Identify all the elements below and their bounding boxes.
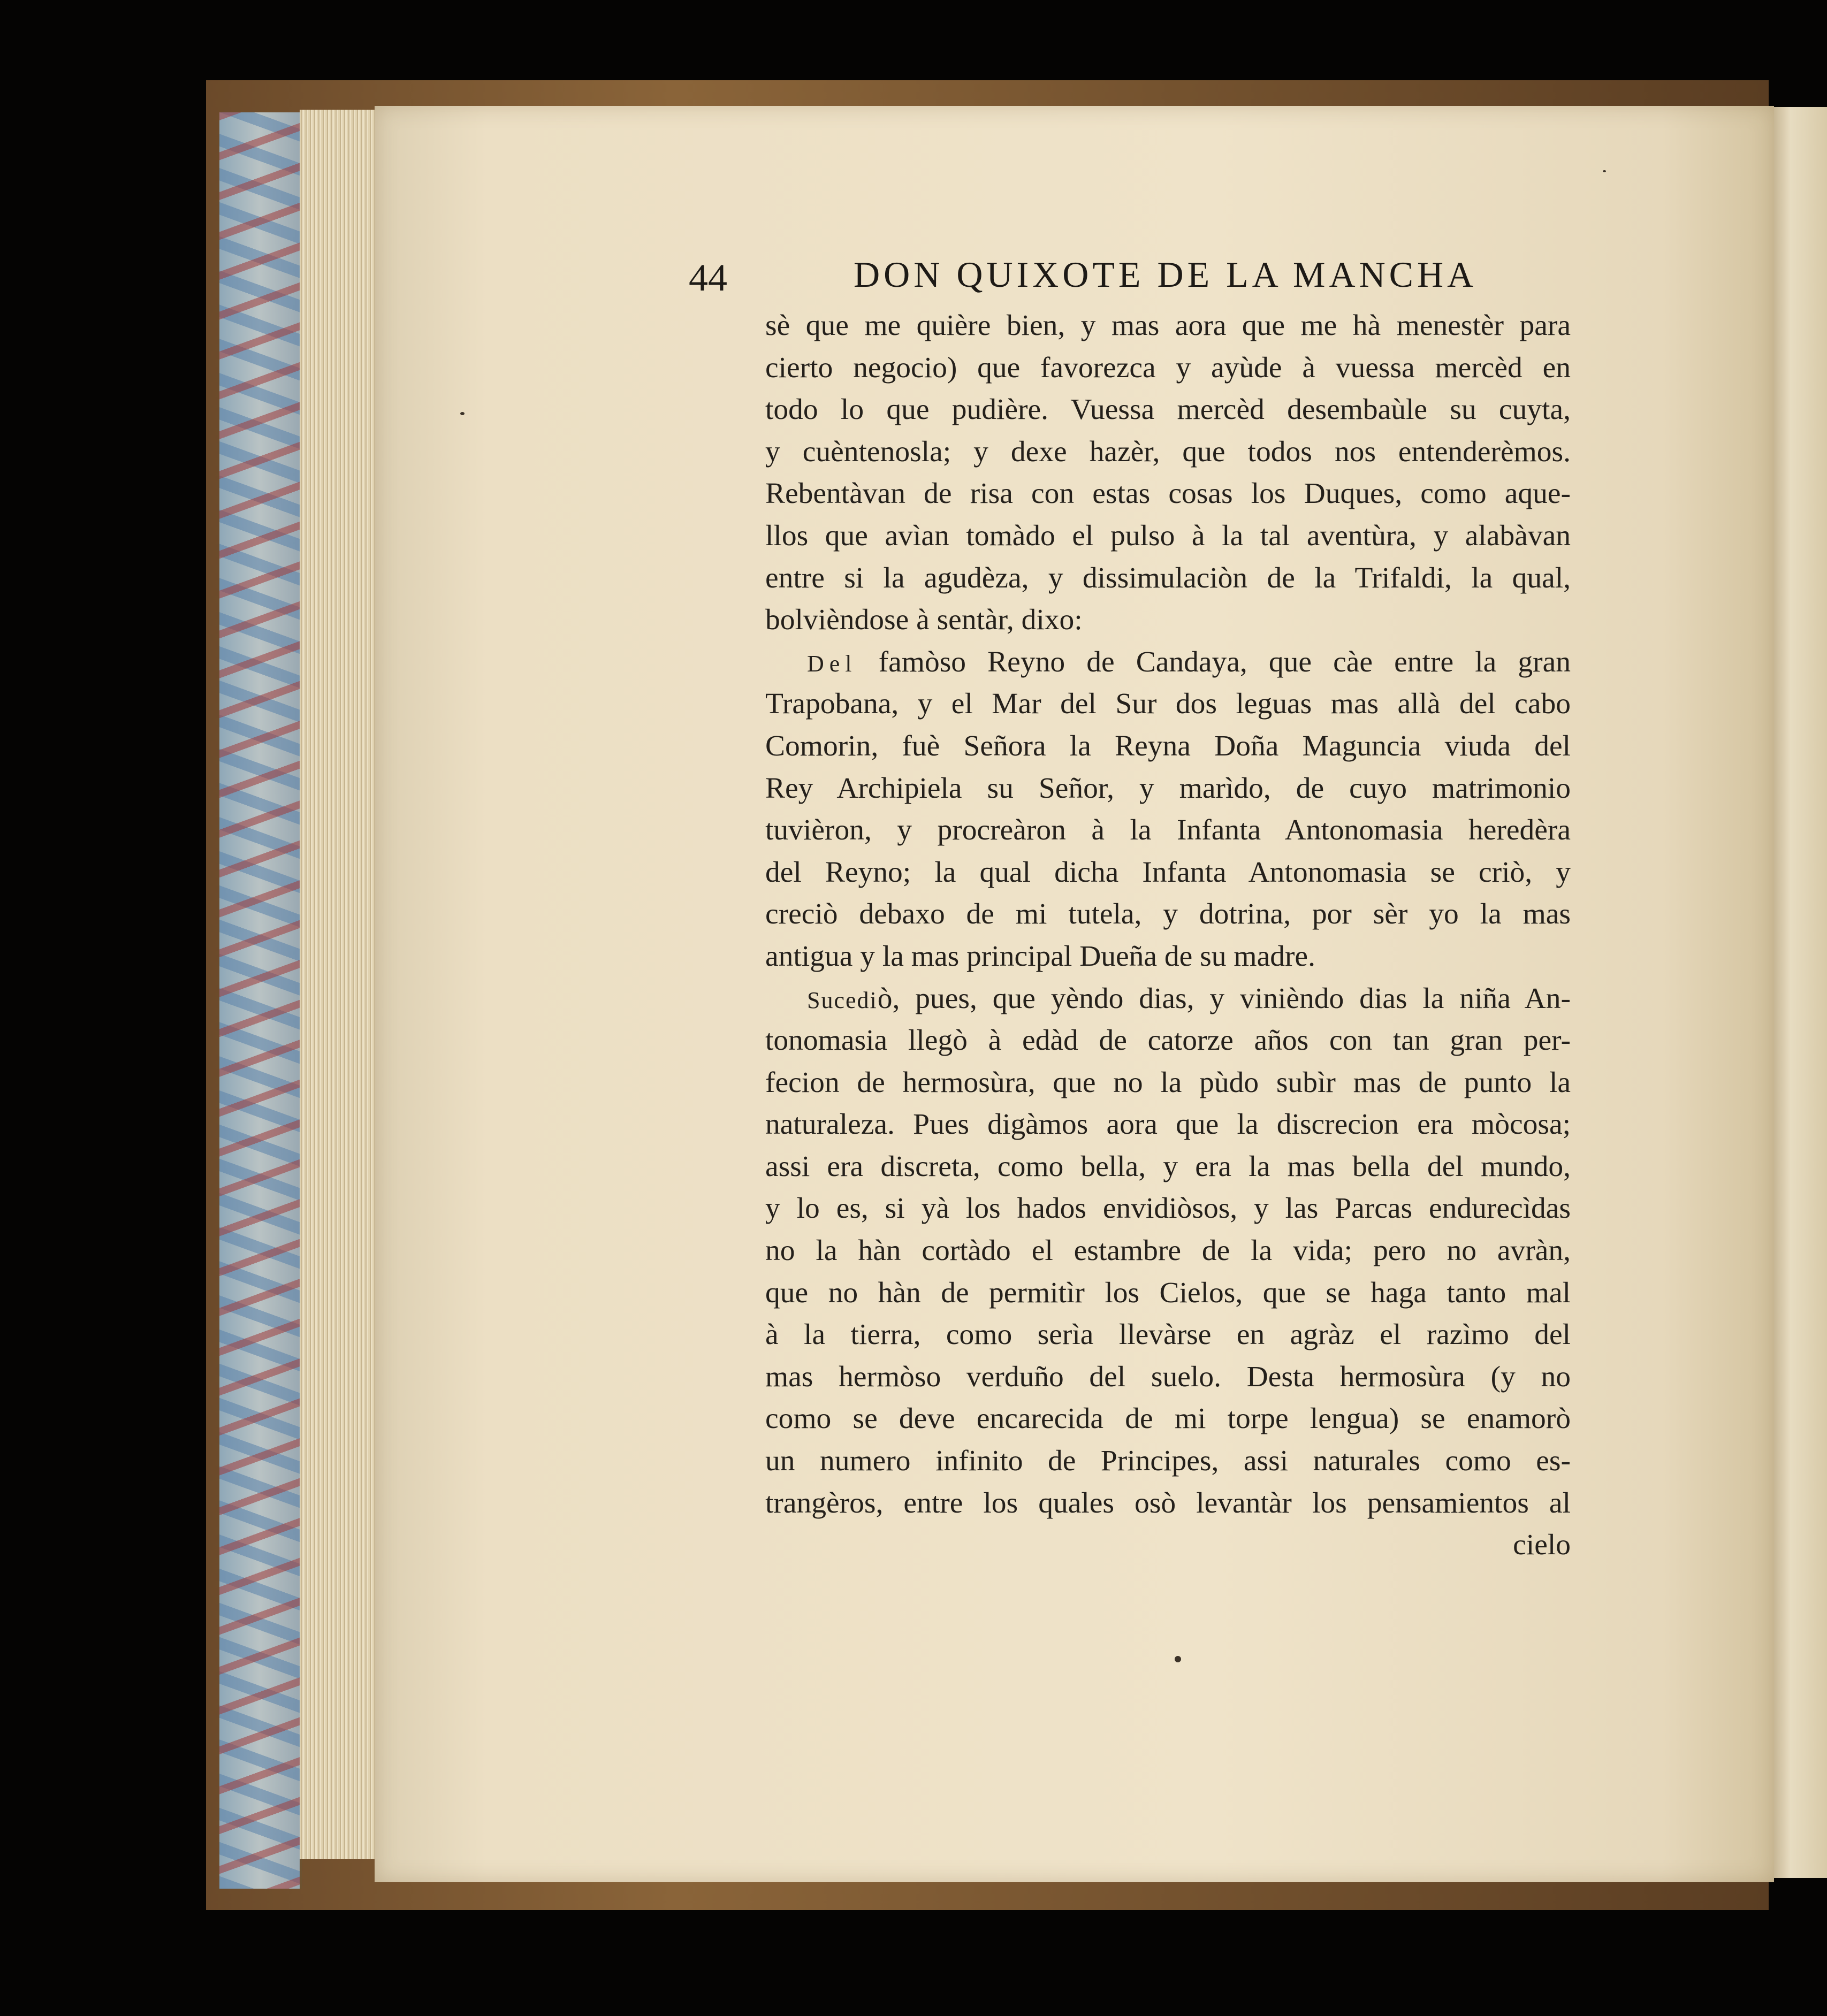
text-line: Rey Archipiela su Señor, y marìdo, de cuyo matrimonio [765,772,1571,805]
text-line: Trapobana, y el Mar del Sur dos leguas mas allà del cabo [765,688,1571,721]
text-line: fecion de hermosùra, que no la pùdo subìr mas de punto la [765,1066,1571,1099]
text-line: trangèros, entre los quales osò levantàr los pensamientos al [765,1486,1571,1519]
text-line: ò, pues, que yèndo dias, y vinièndo dias la niña An- [877,982,1571,1015]
text-line: tonomasia llegò à edàd de catorze años con tan gran per- [765,1024,1571,1057]
text-line: antigua y la mas principal Dueña de su madre. [765,940,1315,973]
small-caps-opening: Del [807,650,857,677]
small-caps-opening: Sucedi [807,987,878,1013]
text-line: entre si la agudèza, y dissimulaciòn de la Trifaldi, la qual, [765,561,1571,594]
text-line: un numero infinito de Principes, assi naturales como es- [765,1445,1571,1478]
running-head: DON QUIXOTE DE LA MANCHA [854,254,1478,295]
text-line: sè que me quière bien, y mas aora que me hà menestèr para [765,309,1571,342]
text-line: llos que avìan tomàdo el pulso à la tal aventùra, y alabàvan [765,519,1571,552]
text-line: Comorin, fuè Señora la Reyna Doña Maguncia viuda del [765,729,1571,762]
text-line: famòso Reyno de Candaya, que càe entre la gran [878,645,1571,678]
text-line: cierto negocio) que favorezca y ayùde à vuessa mercèd en [765,351,1571,384]
text-line: y lo es, si yà los hados envidiòsos, y las Parcas endurecìdas [765,1192,1571,1225]
catchword: cielo [1513,1529,1571,1562]
paragraph-start [765,642,1571,684]
paper-speck [1603,170,1606,172]
paper-speck [460,412,465,415]
text-line: del Reyno; la qual dicha Infanta Antonomasia se criò, y [765,856,1571,889]
text-line: que no hàn de permitìr los Cielos, que se haga tanto mal [765,1276,1571,1309]
text-line: todo lo que pudière. Vuessa mercèd desembaùle su cuyta, [765,393,1571,426]
page-number: 44 [689,256,727,299]
text-line: assi era discreta, como bella, y era la mas bella del mundo, [765,1150,1571,1183]
text-line: à la tierra, como serìa llevàrse en agràz el razìmo del [765,1318,1571,1351]
page-fore-edge [300,110,377,1859]
facing-page-edge [1766,107,1827,1878]
marbled-edge [219,112,302,1889]
text-line: y cuèntenosla; y dexe hazèr, que todos nos entenderèmos. [765,435,1571,468]
text-line: como se deve encarecida de mi torpe lengua) se enamorò [765,1402,1571,1435]
body-text [765,305,1571,1567]
text-line: no la hàn cortàdo el estambre de la vida; pero no avràn, [765,1234,1571,1267]
text-line: bolvièndose à sentàr, dixo: [765,604,1083,637]
text-line: mas hermòso verduño del suelo. Desta hermosùra (y no [765,1360,1571,1393]
text-line: Rebentàvan de risa con estas cosas los Duques, como aque- [765,477,1571,510]
text-line: creciò debaxo de mi tutela, y dotrina, por sèr yo la mas [765,898,1571,931]
paragraph-start [765,978,1571,1020]
paper-speck [1175,1656,1181,1662]
text-line: naturaleza. Pues digàmos aora que la discrecion era mòcosa; [765,1108,1571,1141]
text-line: tuvièron, y procreàron à la Infanta Antonomasia heredèra [765,814,1571,847]
